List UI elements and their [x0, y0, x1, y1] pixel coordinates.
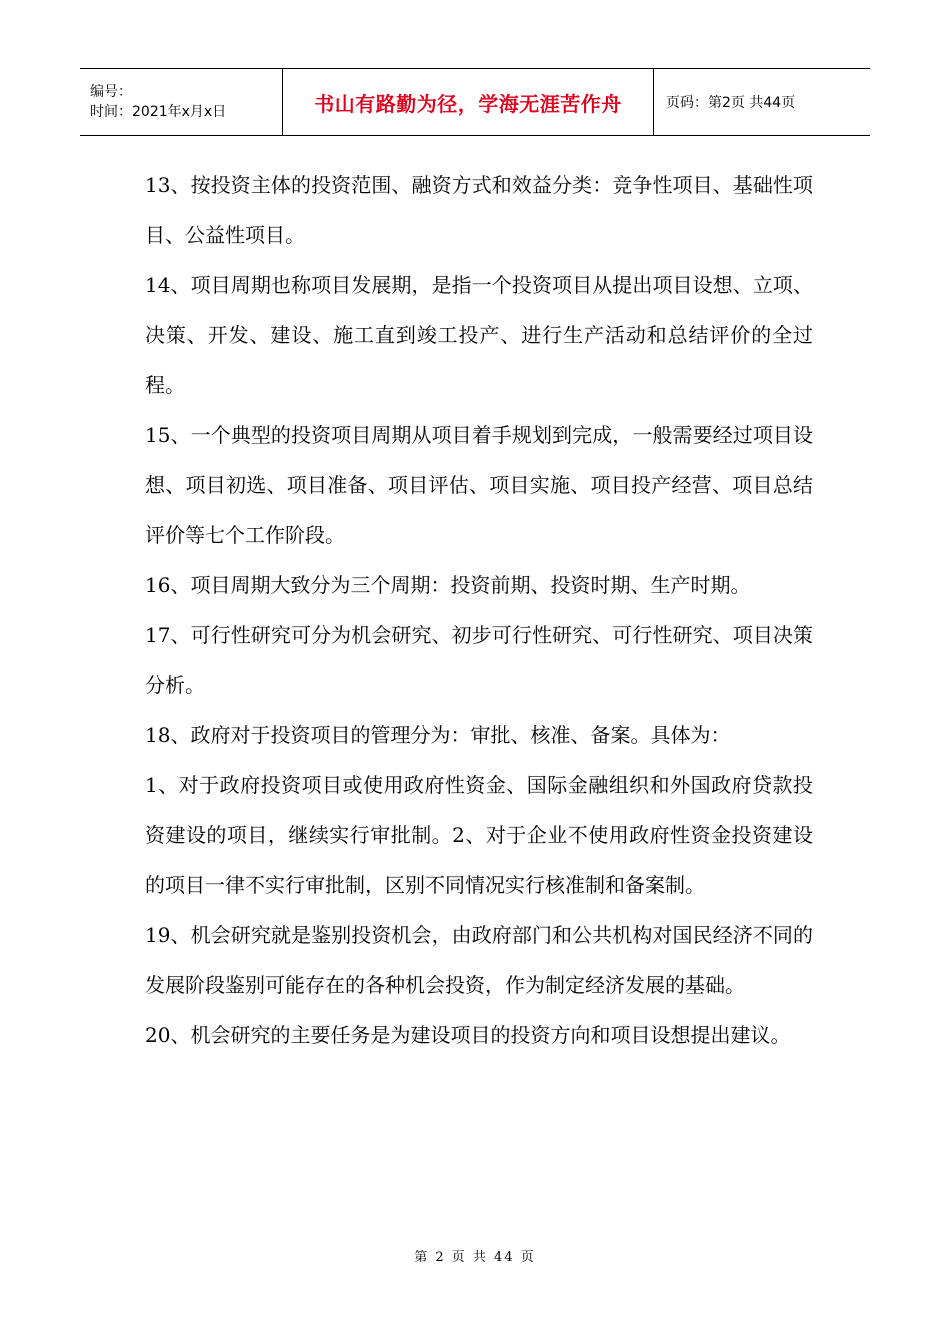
paragraph-14: 14、项目周期也称项目发展期，是指一个投资项目从提出项目设想、立项、决策、开发、建设、施工直到竣工投产、进行生产活动和总结评价的全过程。 — [145, 273, 813, 397]
paragraph-15: 15、一个典型的投资项目周期从项目着手规划到完成，一般需要经过项目设想、项目初选、项目准备、项目评估、项目实施、项目投产经营、项目总结评价等七个工作阶段。 — [145, 423, 813, 547]
header-motto: 书山有路勤为径，学海无涯苦作舟 — [282, 69, 654, 135]
paragraph-20: 20、机会研究的主要任务是为建设项目的投资方向和项目设想提出建议。 — [145, 1023, 791, 1047]
paragraph-19: 19、机会研究就是鉴别投资机会，由政府部门和公共机构对国民经济不同的发展阶段鉴别可能存在的各种机会投资，作为制定经济发展的基础。 — [145, 923, 813, 997]
document-number-label: 编号： — [90, 84, 132, 100]
paragraph-16: 16、项目周期大致分为三个周期：投资前期、投资时期、生产时期。 — [145, 573, 751, 597]
header-page-code: 页码：第2页 共44页 — [666, 95, 796, 111]
document-body — [145, 160, 813, 1060]
paragraph-18-detail: 1、对于政府投资项目或使用政府性资金、国际金融组织和外国政府贷款投资建设的项目，继续实行审批制。2、对于企业不使用政府性资金投资建设的项目一律不实行审批制，区别不同情况实行核准制和备案制。 — [145, 773, 813, 897]
header-meta — [80, 69, 282, 135]
document-header — [80, 68, 870, 136]
page-footer: 第 2 页 共 44 页 — [414, 1250, 536, 1265]
document-time-label: 时间：2021年x月x日 — [90, 104, 227, 120]
paragraph-18: 18、政府对于投资项目的管理分为：审批、核准、备案。具体为： — [145, 723, 731, 747]
paragraph-13: 13、按投资主体的投资范围、融资方式和效益分类：竞争性项目、基础性项目、公益性项目。 — [145, 173, 813, 247]
paragraph-17: 17、可行性研究可分为机会研究、初步可行性研究、可行性研究、项目决策分析。 — [145, 623, 813, 697]
